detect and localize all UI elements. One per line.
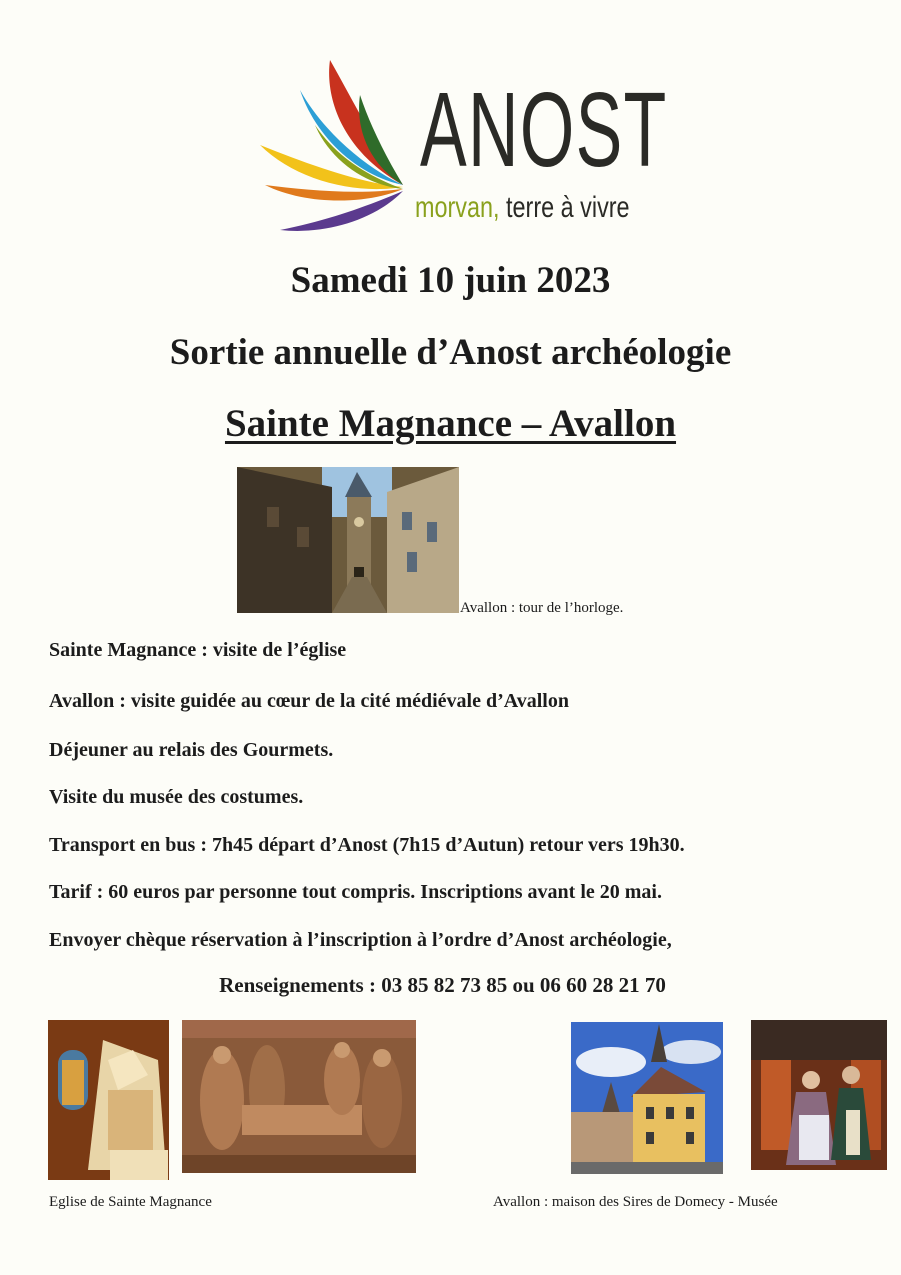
leaf-fan-icon xyxy=(255,55,415,240)
clock-tower-caption: Avallon : tour de l’horloge. xyxy=(460,600,624,616)
costume-museum-photo xyxy=(751,1020,887,1170)
contact-text: Renseignements : 03 85 82 73 85 ou 06 60 28 21 70 xyxy=(219,973,666,997)
program-line: Sainte Magnance : visite de l’église xyxy=(49,639,347,661)
contact-info xyxy=(0,975,901,996)
logo-wordmark: ANOST xyxy=(420,71,668,189)
program-line: Déjeuner au relais des Gourmets. xyxy=(49,739,334,761)
event-date: Samedi 10 juin 2023 xyxy=(290,260,611,301)
event-places xyxy=(0,404,901,443)
church-interior-photo xyxy=(48,1020,169,1180)
event-subtitle: Sortie annuelle d’Anost archéologie xyxy=(169,332,732,373)
logo-tagline-green: morvan, xyxy=(415,191,500,224)
logo-tagline xyxy=(415,193,630,223)
clock-tower-photo xyxy=(237,467,459,613)
stone-relief-photo xyxy=(182,1020,416,1173)
logo-tagline-dark: terre à vivre xyxy=(499,191,630,224)
program-line: Transport en bus : 7h45 départ d’Anost (7h15 d’Autun) retour vers 19h30. xyxy=(49,834,685,856)
museum-caption: Avallon : maison des Sires de Domecy - Musée xyxy=(493,1194,778,1210)
program-line: Tarif : 60 euros par personne tout compris. Inscriptions avant le 20 mai. xyxy=(49,881,662,903)
anost-logo xyxy=(255,55,668,240)
event-places-text: Sainte Magnance – Avallon xyxy=(224,402,677,445)
museum-house-photo xyxy=(571,1022,723,1174)
program-line: Visite du musée des costumes. xyxy=(49,786,304,808)
program-line: Avallon : visite guidée au cœur de la cité médiévale d’Avallon xyxy=(49,690,569,712)
church-caption: Eglise de Sainte Magnance xyxy=(49,1194,212,1210)
program-line: Envoyer chèque réservation à l’inscription à l’ordre d’Anost archéologie, xyxy=(49,929,672,951)
